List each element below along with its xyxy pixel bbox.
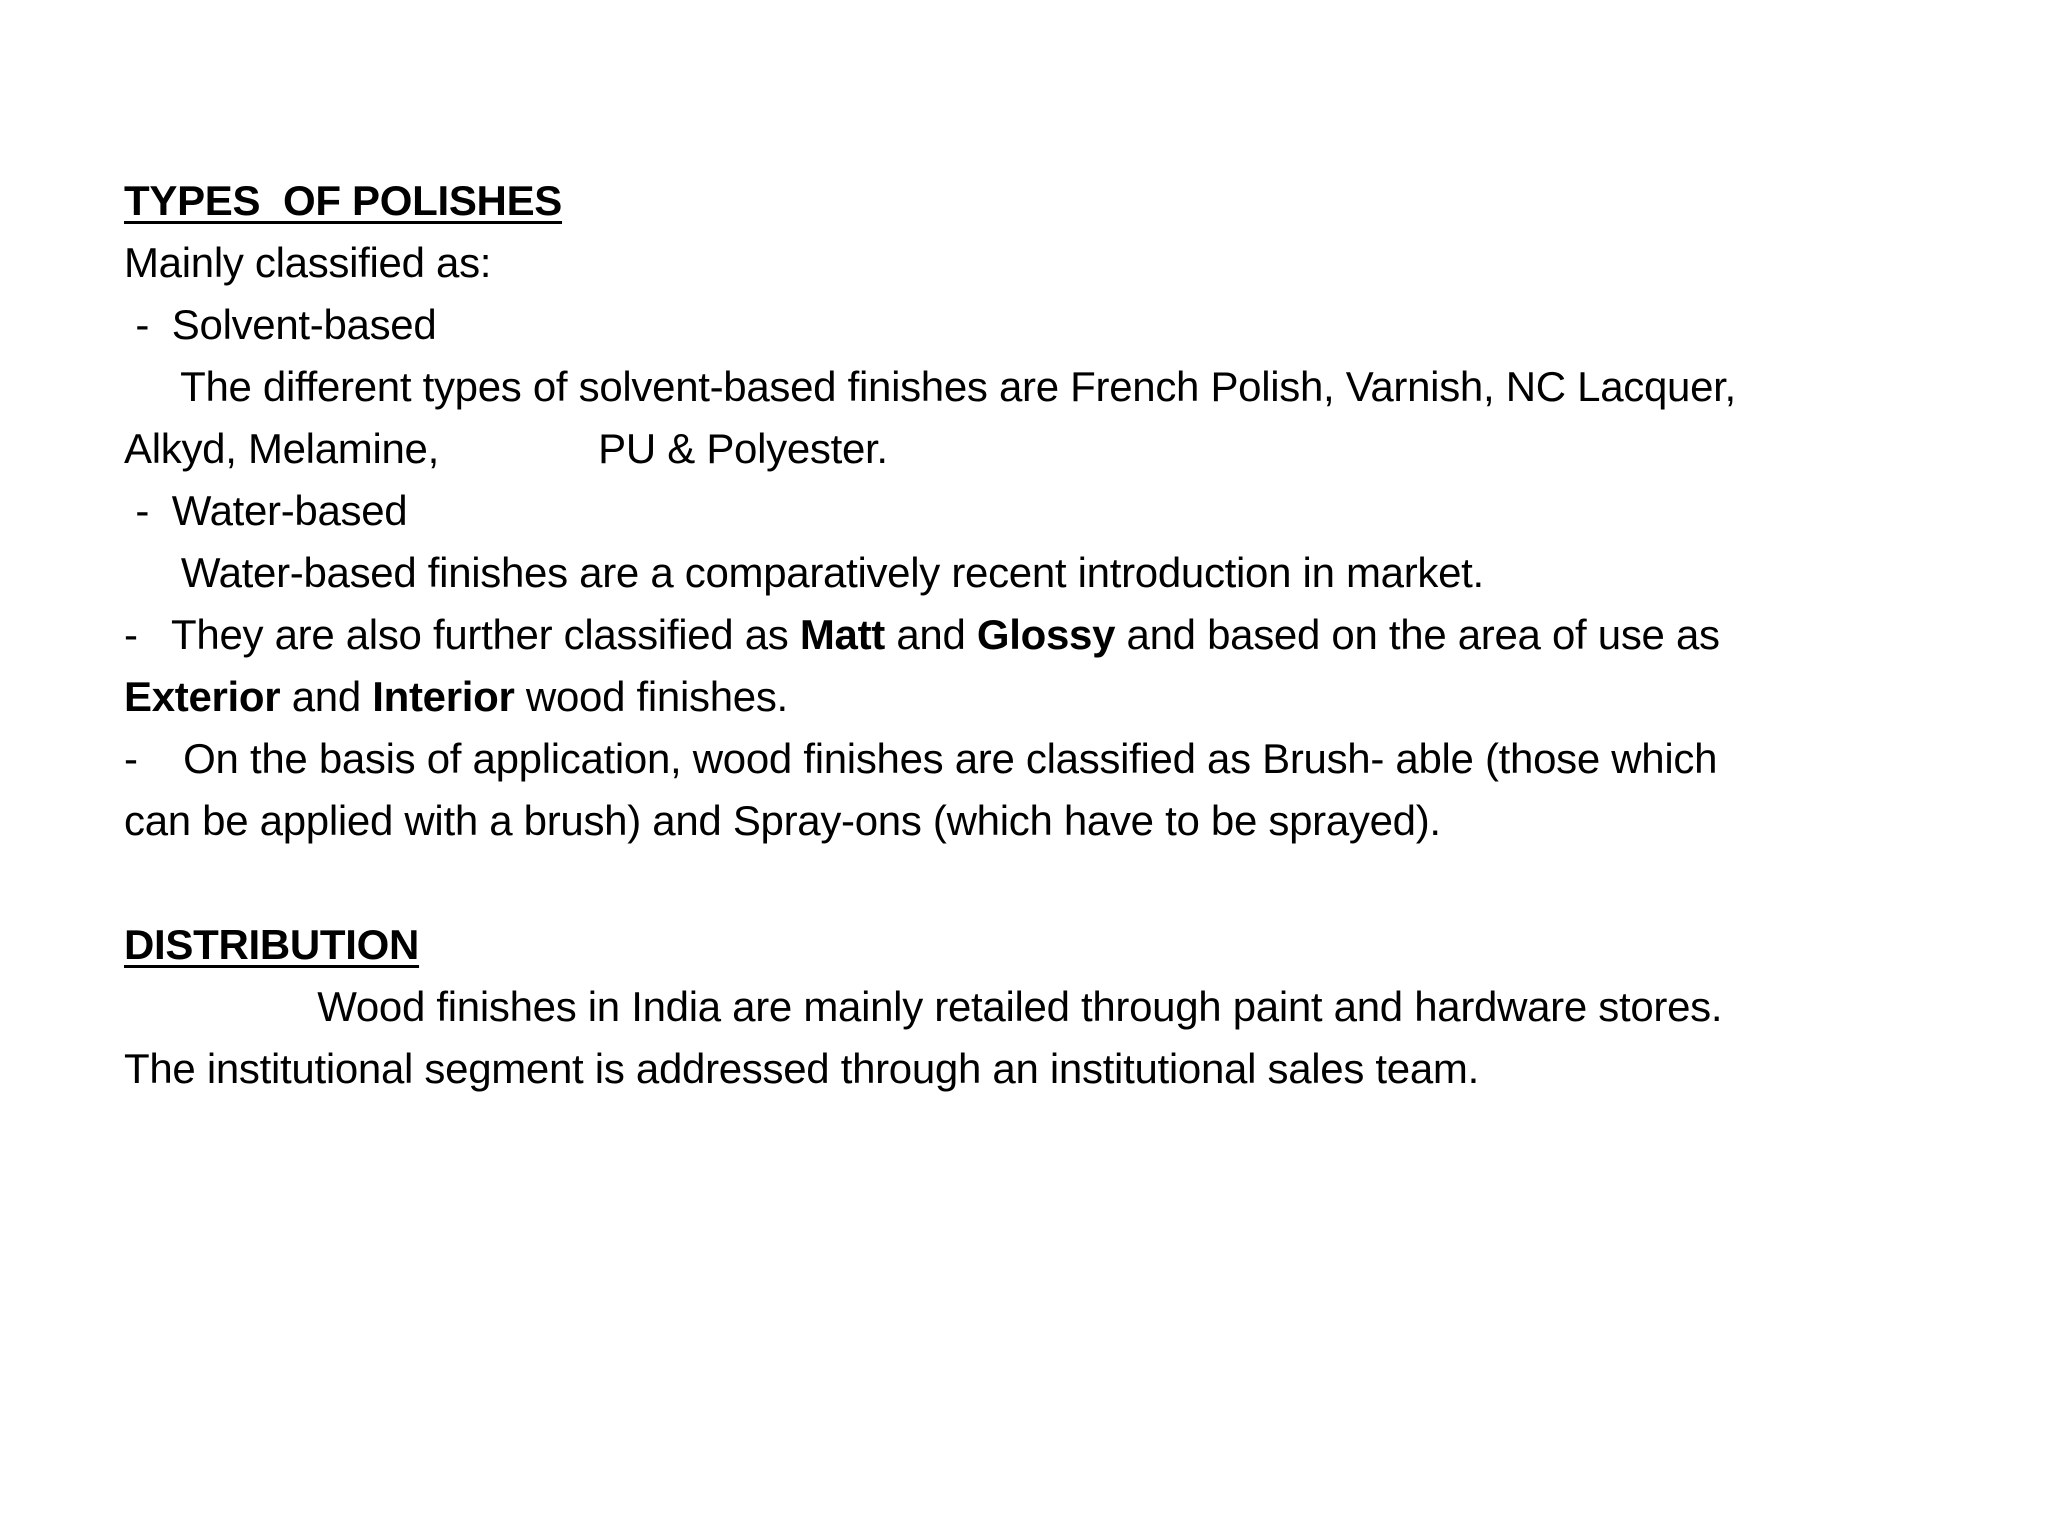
further-classification-line-1 [124,604,1984,666]
distribution-line-2: The institutional segment is addressed through an institutional sales team. [124,1045,1479,1092]
solvent-based-description-1: The different types of solvent-based finishes are French Polish, Varnish, NC Lacquer, [124,363,1736,410]
further-classification-line-2 [124,666,1984,728]
glossy-term: Glossy [976,611,1116,658]
further-text-3: and based on the area of use as [1115,611,1720,658]
intro-text: Mainly classified as: [124,239,492,286]
solvent-based-label: - Solvent-based [124,301,437,348]
distribution-line-1: Wood finishes in India are mainly retailed through paint and hardware stores. [124,983,1723,1030]
exterior-term: Exterior [124,673,281,720]
further-text-1: - They are also further classified as [124,611,800,658]
slide-body [124,170,1984,1100]
distribution-heading: DISTRIBUTION [124,921,420,968]
application-classification-2: can be applied with a brush) and Spray-ons (which have to be sprayed). [124,797,1441,844]
matt-term: Matt [799,611,885,658]
types-of-polishes-heading: TYPES OF POLISHES [124,177,563,224]
interior-term: Interior [372,673,515,720]
further-text-2: and [884,611,977,658]
solvent-based-description-2: Alkyd, Melamine, PU & Polyester. [124,425,888,472]
further-text-5: wood finishes. [514,673,788,720]
further-text-4: and [280,673,373,720]
water-based-description: Water-based finishes are a comparatively recent introduction in market. [124,549,1484,596]
section-spacer [124,852,1984,914]
application-classification-1: - On the basis of application, wood finishes are classified as Brush- able (those which [124,735,1718,782]
water-based-label: - Water-based [124,487,408,534]
